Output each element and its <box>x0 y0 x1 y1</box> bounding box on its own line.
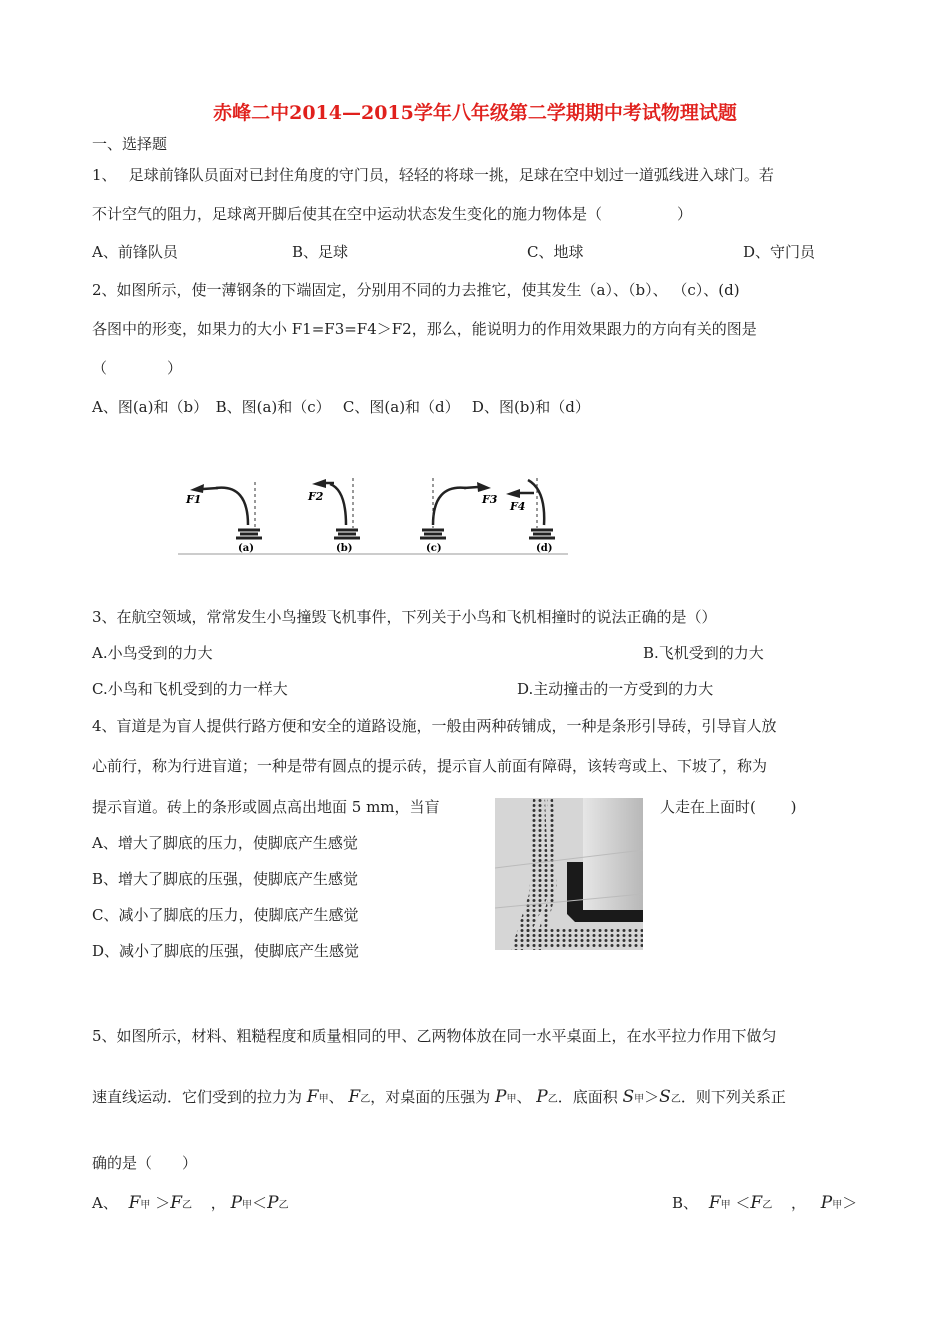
q2-text-line2: 各图中的形变，如果力的大小 F1=F3=F4＞F2，那么，能说明力的作用效果跟力的方向有关的图是 <box>92 320 757 338</box>
sep-comma: ， <box>210 1194 226 1212</box>
q1-option-d: D、守门员 <box>743 243 816 261</box>
q5-line2-c: ，对桌面的压强为 <box>370 1088 491 1106</box>
tactile-paving-photo <box>495 798 643 950</box>
label-d: (d) <box>536 543 553 554</box>
var-p-yi: P乙 <box>536 1087 558 1107</box>
q5-line2-f: ＞ <box>644 1088 660 1106</box>
arrow-d <box>506 489 520 498</box>
var-f-yi: F乙 <box>750 1193 773 1213</box>
q5-option-a-prefix: A、 <box>92 1194 118 1212</box>
q5-option-b <box>672 1192 857 1213</box>
q5-line2-d: 、 <box>516 1088 532 1106</box>
var-s-yi: S乙 <box>659 1087 681 1107</box>
label-f3: F3 <box>482 493 498 506</box>
q4-option-c: C、减小了脚底的压力，使脚底产生感觉 <box>92 906 359 924</box>
q1-option-a: A、前锋队员 <box>92 243 178 261</box>
q3-option-a: A.小鸟受到的力大 <box>92 644 213 662</box>
var-p-jia: P甲 <box>820 1193 843 1213</box>
panel-a <box>185 482 262 554</box>
q5-line2-b: 、 <box>328 1088 344 1106</box>
var-p-jia: P甲 <box>230 1193 253 1213</box>
steel-strip-figure <box>176 470 571 560</box>
label-c: (c) <box>426 543 442 554</box>
op-lt: ＜ <box>735 1194 751 1212</box>
strip-b <box>330 484 346 525</box>
strip-a <box>216 488 248 525</box>
label-f1: F1 <box>186 493 202 506</box>
arrow-a <box>190 484 204 493</box>
q3-text: 3、在航空领域，常常发生小鸟撞毁飞机事件，下列关于小鸟和飞机相撞时的说法正确的是（） <box>92 608 717 626</box>
var-f-yi: F乙 <box>348 1087 371 1107</box>
q2-text-line1: 2、如图所示，使一薄钢条的下端固定，分别用不同的力去推它，使其发生（a）、（b）、 （c）、(d) <box>92 281 740 299</box>
label-a: (a) <box>238 543 254 554</box>
q3-option-b: B.飞机受到的力大 <box>643 644 764 662</box>
q4-text-line3b: 人走在上面时( ) <box>660 798 797 816</box>
q2-text-line3: （ ） <box>92 359 183 377</box>
q4-text-line3a: 提示盲道。砖上的条形或圆点高出地面 5 mm，当盲 <box>92 798 440 816</box>
q5-text-line3: 确的是（ ） <box>92 1154 198 1172</box>
op-gt: ＞ <box>842 1194 858 1212</box>
q5-line2-e: ．底面积 <box>557 1088 618 1106</box>
q4-text-line1: 4、盲道是为盲人提供行路方便和安全的道路设施，一般由两种砖铺成，一种是条形引导砖，引导盲人放 <box>92 717 777 735</box>
q1-text-line2: 不计空气的阻力，足球离开脚后使其在空中运动状态发生变化的施力物体是（ ） <box>92 205 693 223</box>
q2-options: A、图(a)和（b） B、图(a)和（c） C、图(a)和（d） D、图(b)和（d） <box>92 398 590 416</box>
q5-line2-a: 速直线运动．它们受到的拉力为 <box>92 1088 303 1106</box>
q1-text-line1: 1、 足球前锋队员面对已封住角度的守门员，轻轻的将球一挑，足球在空中划过一道弧线进入球门。若 <box>92 166 774 184</box>
op-lt: ＜ <box>252 1194 268 1212</box>
var-p-jia: P甲 <box>494 1087 517 1107</box>
q4-option-a: A、增大了脚底的压力，使脚底产生感觉 <box>92 834 358 852</box>
q3-option-d: D.主动撞击的一方受到的力大 <box>517 680 714 698</box>
q5-option-b-prefix: B、 <box>672 1194 699 1212</box>
op-gt: ＞ <box>155 1194 171 1212</box>
var-f-jia: F甲 <box>708 1193 731 1213</box>
var-p-yi: P乙 <box>267 1193 289 1213</box>
var-f-yi: F乙 <box>170 1193 193 1213</box>
var-f-jia: F甲 <box>306 1087 329 1107</box>
q4-option-d: D、减小了脚底的压强，使脚底产生感觉 <box>92 942 360 960</box>
q5-text-line2 <box>92 1086 786 1107</box>
q1-option-c: C、地球 <box>527 243 584 261</box>
q4-text-line2: 心前行，称为行进盲道；一种是带有圆点的提示砖，提示盲人前面有障碍，该转弯或上、下坡了，称为 <box>92 757 768 775</box>
label-b: (b) <box>336 543 353 554</box>
q4-option-b: B、增大了脚底的压强，使脚底产生感觉 <box>92 870 359 888</box>
q5-option-a <box>92 1192 289 1213</box>
panel-c <box>420 478 498 554</box>
panel-b <box>307 478 360 554</box>
section-heading: 一、选择题 <box>92 135 168 153</box>
strip-c <box>433 488 466 525</box>
q5-text-line1: 5、如图所示，材料、粗糙程度和质量相同的甲、乙两物体放在同一水平桌面上，在水平拉力作用下做匀 <box>92 1027 777 1045</box>
var-s-jia: S甲 <box>622 1087 645 1107</box>
arrow-b <box>312 479 326 488</box>
label-f4: F4 <box>510 500 526 513</box>
label-f2: F2 <box>308 490 324 503</box>
arrow-c <box>477 482 491 492</box>
q1-option-b: B、足球 <box>292 243 349 261</box>
strip-d <box>528 480 544 525</box>
q3-option-c: C.小鸟和飞机受到的力一样大 <box>92 680 288 698</box>
q5-line2-g: ．则下列关系正 <box>680 1088 786 1106</box>
sep-comma: ， <box>790 1194 806 1212</box>
panel-d <box>506 478 555 554</box>
page-title: 赤峰二中2014—2015学年八年级第二学期期中考试物理试题 <box>213 102 737 124</box>
var-f-jia: F甲 <box>128 1193 151 1213</box>
